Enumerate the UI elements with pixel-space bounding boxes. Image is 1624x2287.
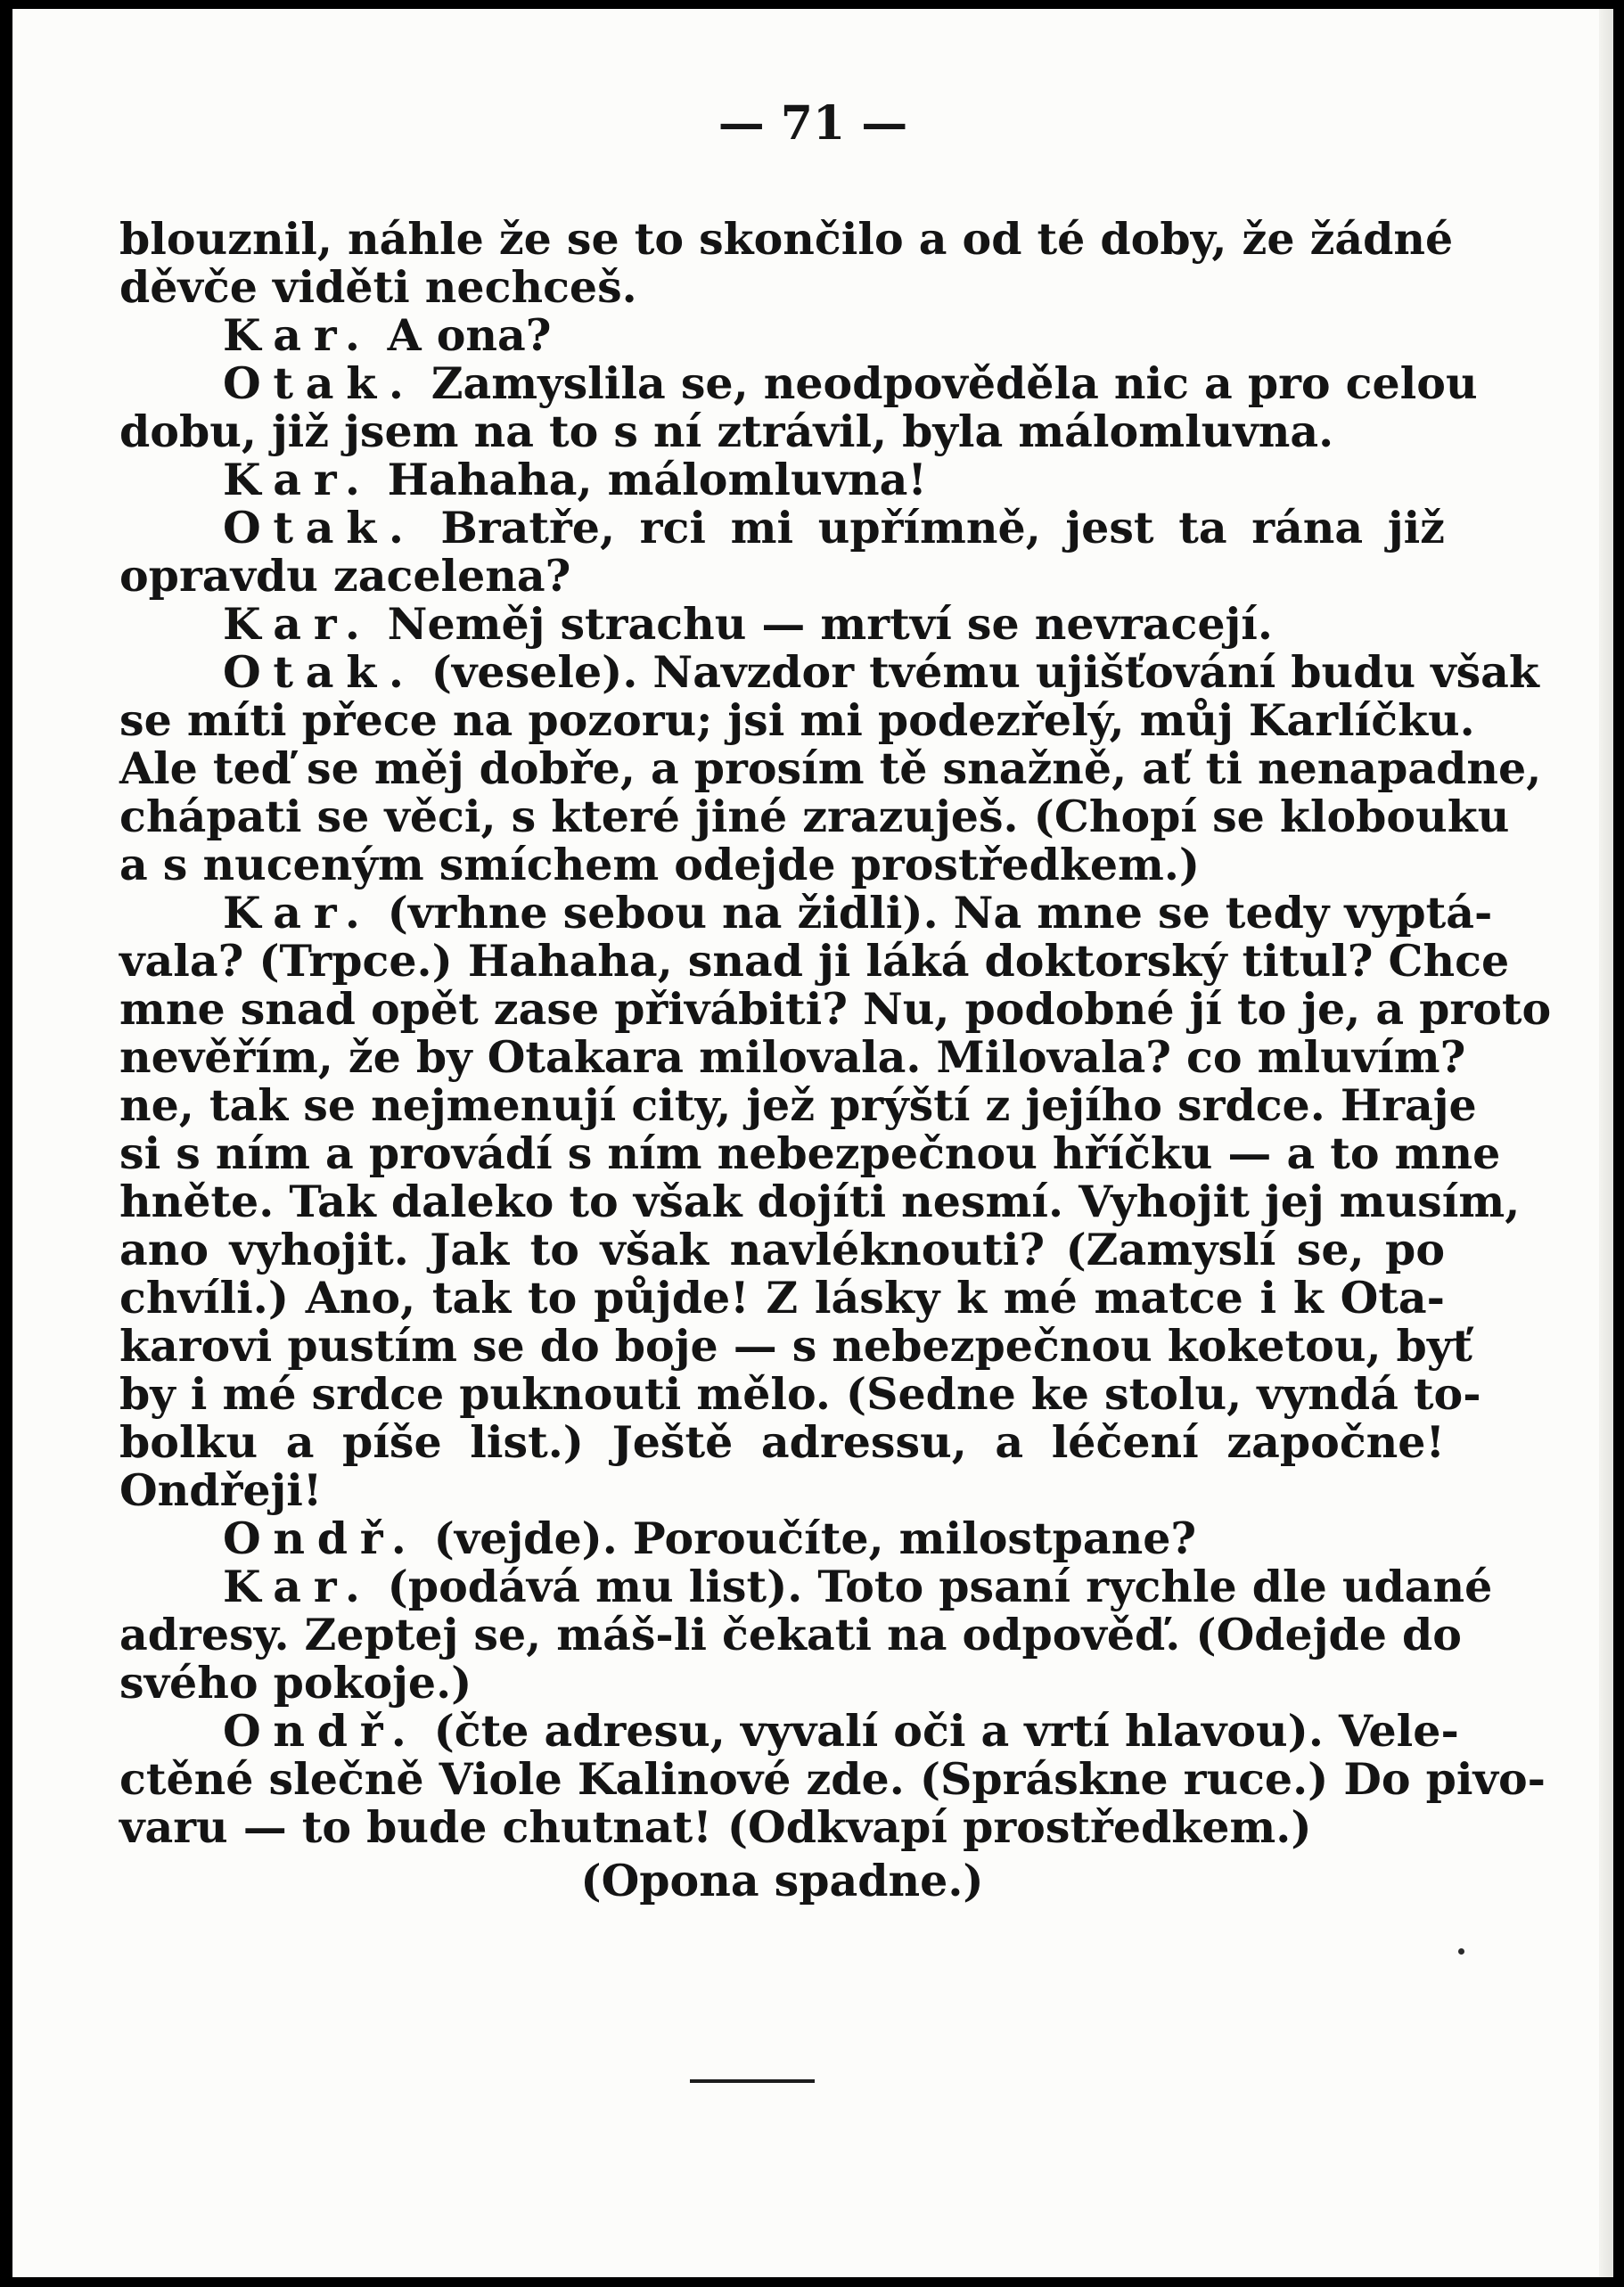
text-line: se míti přece na pozoru; jsi mi podezřelý, můj Karlíčku. (119, 694, 1475, 746)
speaker-label: Ondř. (223, 1705, 419, 1757)
speech-line: Otak. Bratře, rci mi upřímně, jest ta rána již (223, 502, 1446, 553)
speech-line: Kar. Neměj strachu — mrtví se nevracejí. (223, 598, 1273, 650)
text-line: svého pokoje.) (119, 1657, 472, 1709)
text-line: karovi pustím se do boje — s nebezpečnou koketou, byť (119, 1320, 1472, 1372)
page-edge-shadow (1599, 9, 1613, 2277)
text-line: vala? (Trpce.) Hahaha, snad ji láká doktorský titul? Chce (119, 935, 1510, 987)
speaker-label: Otak. (223, 357, 416, 409)
speaker-label: Kar. (223, 598, 373, 650)
text-line: chvíli.) Ano, tak to půjde! Z lásky k mé matce i k Ota- (119, 1272, 1445, 1324)
speaker-label: Kar. (223, 887, 373, 939)
speaker-label: Kar. (223, 309, 373, 361)
text-line: nevěřím, že by Otakara milovala. Milovala? co mluvím? (119, 1031, 1466, 1083)
print-speck (1458, 1948, 1464, 1955)
speech-line: Ondř. (čte adresu, vyvalí oči a vrtí hlavou). Vele- (223, 1705, 1459, 1757)
text-line: blouznil, náhle že se to skončilo a od té doby, že žádné (119, 213, 1454, 265)
text-line: a s nuceným smíchem odejde prostředkem.) (119, 839, 1201, 890)
text-line: mne snad opět zase přivábiti? Nu, podobné jí to je, a proto (119, 983, 1552, 1035)
text-line: opravdu zacelena? (119, 550, 571, 602)
text-line: hněte. Tak daleko to však dojíti nesmí. Vyhojit jej musím, (119, 1176, 1521, 1227)
speech-line: Otak. (vesele). Navzdor tvému ujišťování budu však (223, 646, 1539, 698)
speech-line: Kar. (vrhne sebou na židli). Na mne se tedy vyptá- (223, 887, 1493, 939)
text-line: si s ním a provádí s ním nebezpečnou hříčku — a to mne (119, 1127, 1501, 1179)
text-line: Ale teď se měj dobře, a prosím tě snažně, ať ti nenapadne, (119, 742, 1542, 794)
speech-line: Kar. Hahaha, málomluvna! (223, 454, 927, 505)
speech-line: Otak. Zamyslila se, neodpověděla nic a pro celou (223, 357, 1478, 409)
text-line: ctěné slečně Viole Kalinové zde. (Spráskne ruce.) Do pivo- (119, 1753, 1546, 1805)
text-line: ano vyhojit. Jak to však navléknouti? (Zamyslí se, po (119, 1224, 1445, 1275)
text-line: děvče viděti nechceš. (119, 261, 637, 313)
text-line: varu — to bude chutnat! (Odkvapí prostředkem.) (119, 1801, 1312, 1853)
text-line: Ondřeji! (119, 1464, 323, 1516)
speaker-label: Kar. (223, 1561, 373, 1612)
text-line: ne, tak se nejmenují city, jež prýští z jejího srdce. Hraje (119, 1079, 1477, 1131)
text-line: by i mé srdce puknouti mělo. (Sedne ke stolu, vyndá to- (119, 1368, 1481, 1420)
speaker-label: Kar. (223, 454, 373, 505)
speaker-label: Ondř. (223, 1512, 419, 1564)
speech-line: Ondř. (vejde). Poroučíte, milostpane? (223, 1512, 1197, 1564)
book-page (12, 9, 1613, 2277)
text-line: bolku a píše list.) Ještě adressu, a léčení započne! (119, 1416, 1445, 1468)
speaker-label: Otak. (223, 502, 416, 553)
text-line: adresy. Zeptej se, máš-li čekati na odpověď. (Odejde do (119, 1609, 1462, 1660)
page-text (119, 213, 1552, 1906)
page-number: — 71 — (718, 96, 908, 151)
speech-line: Kar. (podává mu list). Toto psaní rychle dle udané (223, 1561, 1493, 1612)
closing-stage-direction: (Opona spadne.) (580, 1855, 984, 1906)
speech-line: Kar. A ona? (223, 309, 552, 361)
end-of-act-rule (690, 2079, 815, 2083)
speaker-label: Otak. (223, 646, 416, 698)
text-line: chápati se věci, s které jiné zrazuješ. (Chopí se klobouku (119, 791, 1510, 842)
text-line: dobu, již jsem na to s ní ztrávil, byla málomluvna. (119, 406, 1334, 457)
